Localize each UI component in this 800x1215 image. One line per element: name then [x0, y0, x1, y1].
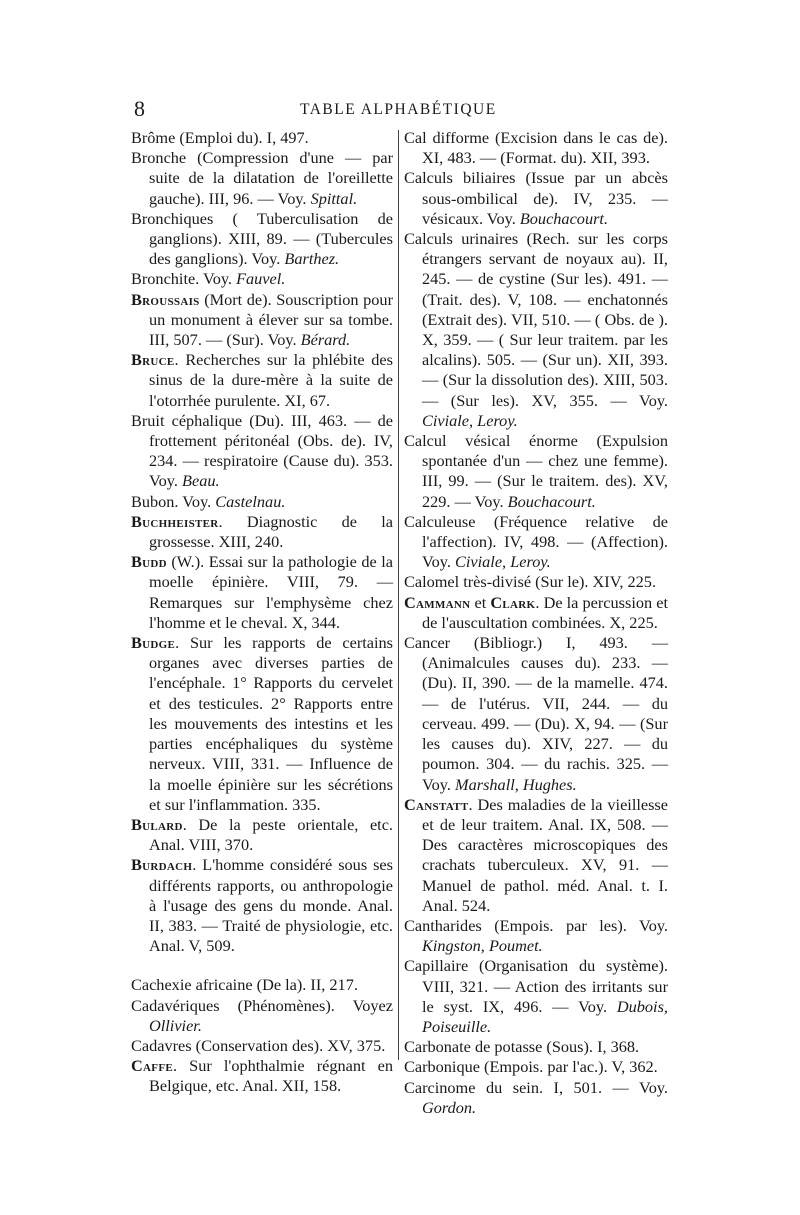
index-entry — [404, 1057, 668, 1077]
index-entry — [404, 956, 668, 1037]
entry-reference: Barthez. — [284, 249, 340, 269]
entry-text: . De la percussion et de l'auscultation combinées. X, 225. — [422, 592, 668, 632]
entry-text: Carcinome du sein. I, 501. — Voy. — [404, 1077, 668, 1097]
entry-text: Bubon. Voy. — [131, 491, 216, 511]
entry-reference: Ollivier. — [149, 1015, 202, 1035]
index-entry — [131, 975, 393, 995]
index-entry — [131, 148, 393, 209]
index-entry — [131, 350, 393, 411]
column-divider — [398, 130, 399, 1060]
index-entry — [131, 269, 393, 289]
index-entry — [131, 512, 393, 552]
entry-author: Clark — [490, 592, 536, 612]
entry-text: Carbonique (Empois. par l'ac.). V, 362. — [404, 1057, 658, 1077]
entry-text: Bronchite. Voy. — [131, 269, 237, 289]
index-entry — [404, 633, 668, 795]
index-entry — [404, 431, 668, 512]
entry-text: Brôme (Emploi du). I, 497. — [131, 128, 309, 147]
entry-text: Calcul vésical énorme (Expulsion spontanée d'un — chez une femme). III, 99. — (Sur le traitem. des). XV, 229. — Voy. — [404, 431, 668, 511]
entry-reference: Dubois, Poiseuille. — [422, 996, 668, 1036]
entry-author: Burdach — [131, 855, 193, 875]
index-entry — [404, 512, 668, 573]
index-entry — [404, 916, 668, 956]
entry-reference: Civiale, Leroy. — [455, 552, 551, 572]
entry-text: Cal difforme (Excision dans le cas de). XI, 483. — (Format. du). XII, 393. — [404, 128, 668, 168]
entry-text: . L'homme considéré sous ses différents rapports, ou anthropologie à l'usage des gens du monde. Anal. II, 383. — Traité de physiologie, etc. Anal. V, 509. — [149, 855, 393, 956]
entry-text: Capillaire (Organisation du système). VIII, 321. — Action des irritants sur le syst. IX, 496. — Voy. — [404, 956, 668, 1016]
entry-text: Cadavériques (Phénomènes). Voyez — [131, 995, 393, 1015]
entry-text: Cachexie africaine (De la). II, 217. — [131, 975, 358, 995]
index-entry — [131, 492, 393, 512]
entry-text: (Mort de). Souscription pour un monument à élever sur sa tombe. III, 507. — (Sur). Voy. — [149, 289, 393, 350]
entry-text: Cadavres (Conservation des). XV, 375. — [131, 1035, 386, 1055]
entry-text: Cancer (Bibliogr.) I, 493. — (Animalcules causes du). 233. — (Du). II, 390. — de la mamelle. 474. — de l'utérus. VII, 244. — du cerveau. 499. — (Du). X, 94. — (Sur les causes du). XIV, 227. — du poumon. 304. — du rachis. 325. — Voy. — [404, 633, 668, 794]
entry-author: Cammann — [404, 592, 471, 612]
entry-text: Cantharides (Empois. par les). Voy. — [404, 915, 668, 935]
entry-text: Calculs biliaires (Issue par un abcès sous-ombilical de). IV, 235. — vésicaux. Voy. — [404, 168, 668, 228]
index-entry — [131, 209, 393, 270]
entry-reference: Spittal. — [310, 188, 358, 208]
entry-reference: Marshall, Hughes. — [455, 774, 577, 794]
entry-reference: Castelnau. — [215, 491, 286, 511]
index-entry — [404, 593, 668, 633]
entry-author: Caffe — [131, 1056, 173, 1076]
page-number: 8 — [134, 96, 145, 121]
entry-text: Calomel très-divisé (Sur le). XIV, 225. — [404, 572, 657, 592]
index-entry — [404, 1037, 668, 1057]
entry-reference: Kingston, Poumet. — [422, 936, 543, 956]
entry-reference: Civiale, Leroy. — [422, 410, 518, 430]
index-entry — [404, 128, 668, 168]
entry-text: Carbonate de potasse (Sous). I, 368. — [404, 1037, 640, 1057]
entry-text: Calculs urinaires (Rech. sur les corps étrangers servant de noyaux au). II, 245. — de cystine (Sur les). 491. — (Trait. des). V, 108. — enchatonnés (Extrait des). VII, 510. — ( Obs. de ). X, 359. — ( Sur leur traitem. par les alcalins). 505. — (Sur un). XII, 393. — (Sur la dissolution des). XIII, 503. — (Sur les). XV, 355. — Voy. — [404, 229, 668, 410]
entry-text: Bronche (Compression d'une — par suite de la dilatation de l'oreillette gauche). III, 96. — Voy. — [131, 148, 393, 208]
entry-text: Bruit céphalique (Du). III, 463. — de frottement péritonéal (Obs. de). IV, 234. — respiratoire (Cause du). 353. Voy. — [131, 410, 393, 491]
entry-author: Canstatt — [404, 794, 469, 814]
index-entry — [404, 572, 668, 592]
entry-reference: Gordon. — [422, 1097, 477, 1117]
entry-text: . Diagnostic de la grossesse. XIII, 240. — [149, 511, 393, 552]
entry-text: Bronchiques ( Tuberculisation de ganglions). XIII, 89. — (Tubercules des ganglions). Voy. — [131, 208, 393, 269]
entry-author: Bulard — [131, 814, 183, 834]
entry-text: . Sur l'ophthalmie régnant en Belgique, etc. Anal. XII, 158. — [149, 1056, 393, 1096]
index-entry — [131, 411, 393, 492]
entry-text: . Sur les rapports de certains organes avec diverses parties de l'encéphale. 1° Rapports du cervelet et des testicules. 2° Rapports entre les mouvements des intestins et les parties encéphaliques du système nerveux. VIII, 331. — Influence de la moelle épinière sur les sécrétions et sur l'inflammation. 335. — [149, 633, 393, 814]
running-head: TABLE ALPHABÉTIQUE — [300, 101, 497, 118]
index-entry — [131, 815, 393, 855]
index-entry — [404, 168, 668, 229]
entry-reference: Bérard. — [300, 330, 351, 350]
entry-author: Budd — [131, 552, 167, 572]
index-entry — [131, 128, 393, 148]
entry-reference: Beau. — [182, 471, 220, 491]
entry-text: . Recherches sur la phlébite des sinus de la dure-mère à la suite de l'otorrhée purulente. XI, 67. — [149, 350, 393, 410]
index-entry — [404, 229, 668, 431]
index-column-left — [131, 128, 393, 1097]
entry-text: . De la peste orientale, etc. Anal. VIII, 370. — [149, 814, 393, 855]
entry-reference: Bouchacourt. — [507, 491, 596, 511]
entry-author: Buchheister — [131, 511, 219, 531]
entry-author: Budge — [131, 633, 176, 653]
index-entry — [404, 1078, 668, 1118]
index-column-right — [404, 128, 668, 1118]
index-entry — [131, 855, 393, 956]
index-entry — [404, 795, 668, 916]
entry-reference: Fauvel. — [236, 269, 286, 289]
index-entry — [131, 290, 393, 351]
entry-reference: Bouchacourt. — [519, 208, 609, 228]
entry-text: . Des maladies de la vieillesse et de leur traitem. Anal. IX, 508. — Des caractères microscopiques des crachats tuberculeux. XV, 91. — Manuel de pathol. méd. Anal. t. I. Anal. 524. — [422, 794, 668, 915]
entry-text: (W.). Essai sur la pathologie de la moelle épinière. VIII, 79. — Remarques sur l'emphysème chez l'homme et le cheval. X, 344. — [149, 552, 393, 632]
index-entry — [131, 1036, 393, 1056]
entry-author: Bruce — [131, 350, 175, 370]
index-entry — [131, 1056, 393, 1096]
index-entry — [131, 996, 393, 1036]
entry-author: Broussais — [131, 289, 200, 309]
entry-text: et — [470, 592, 491, 612]
index-entry — [131, 552, 393, 633]
index-entry — [131, 633, 393, 815]
entry-text: Calculeuse (Fréquence relative de l'affection). IV, 498. — (Affection). Voy. — [404, 511, 668, 572]
